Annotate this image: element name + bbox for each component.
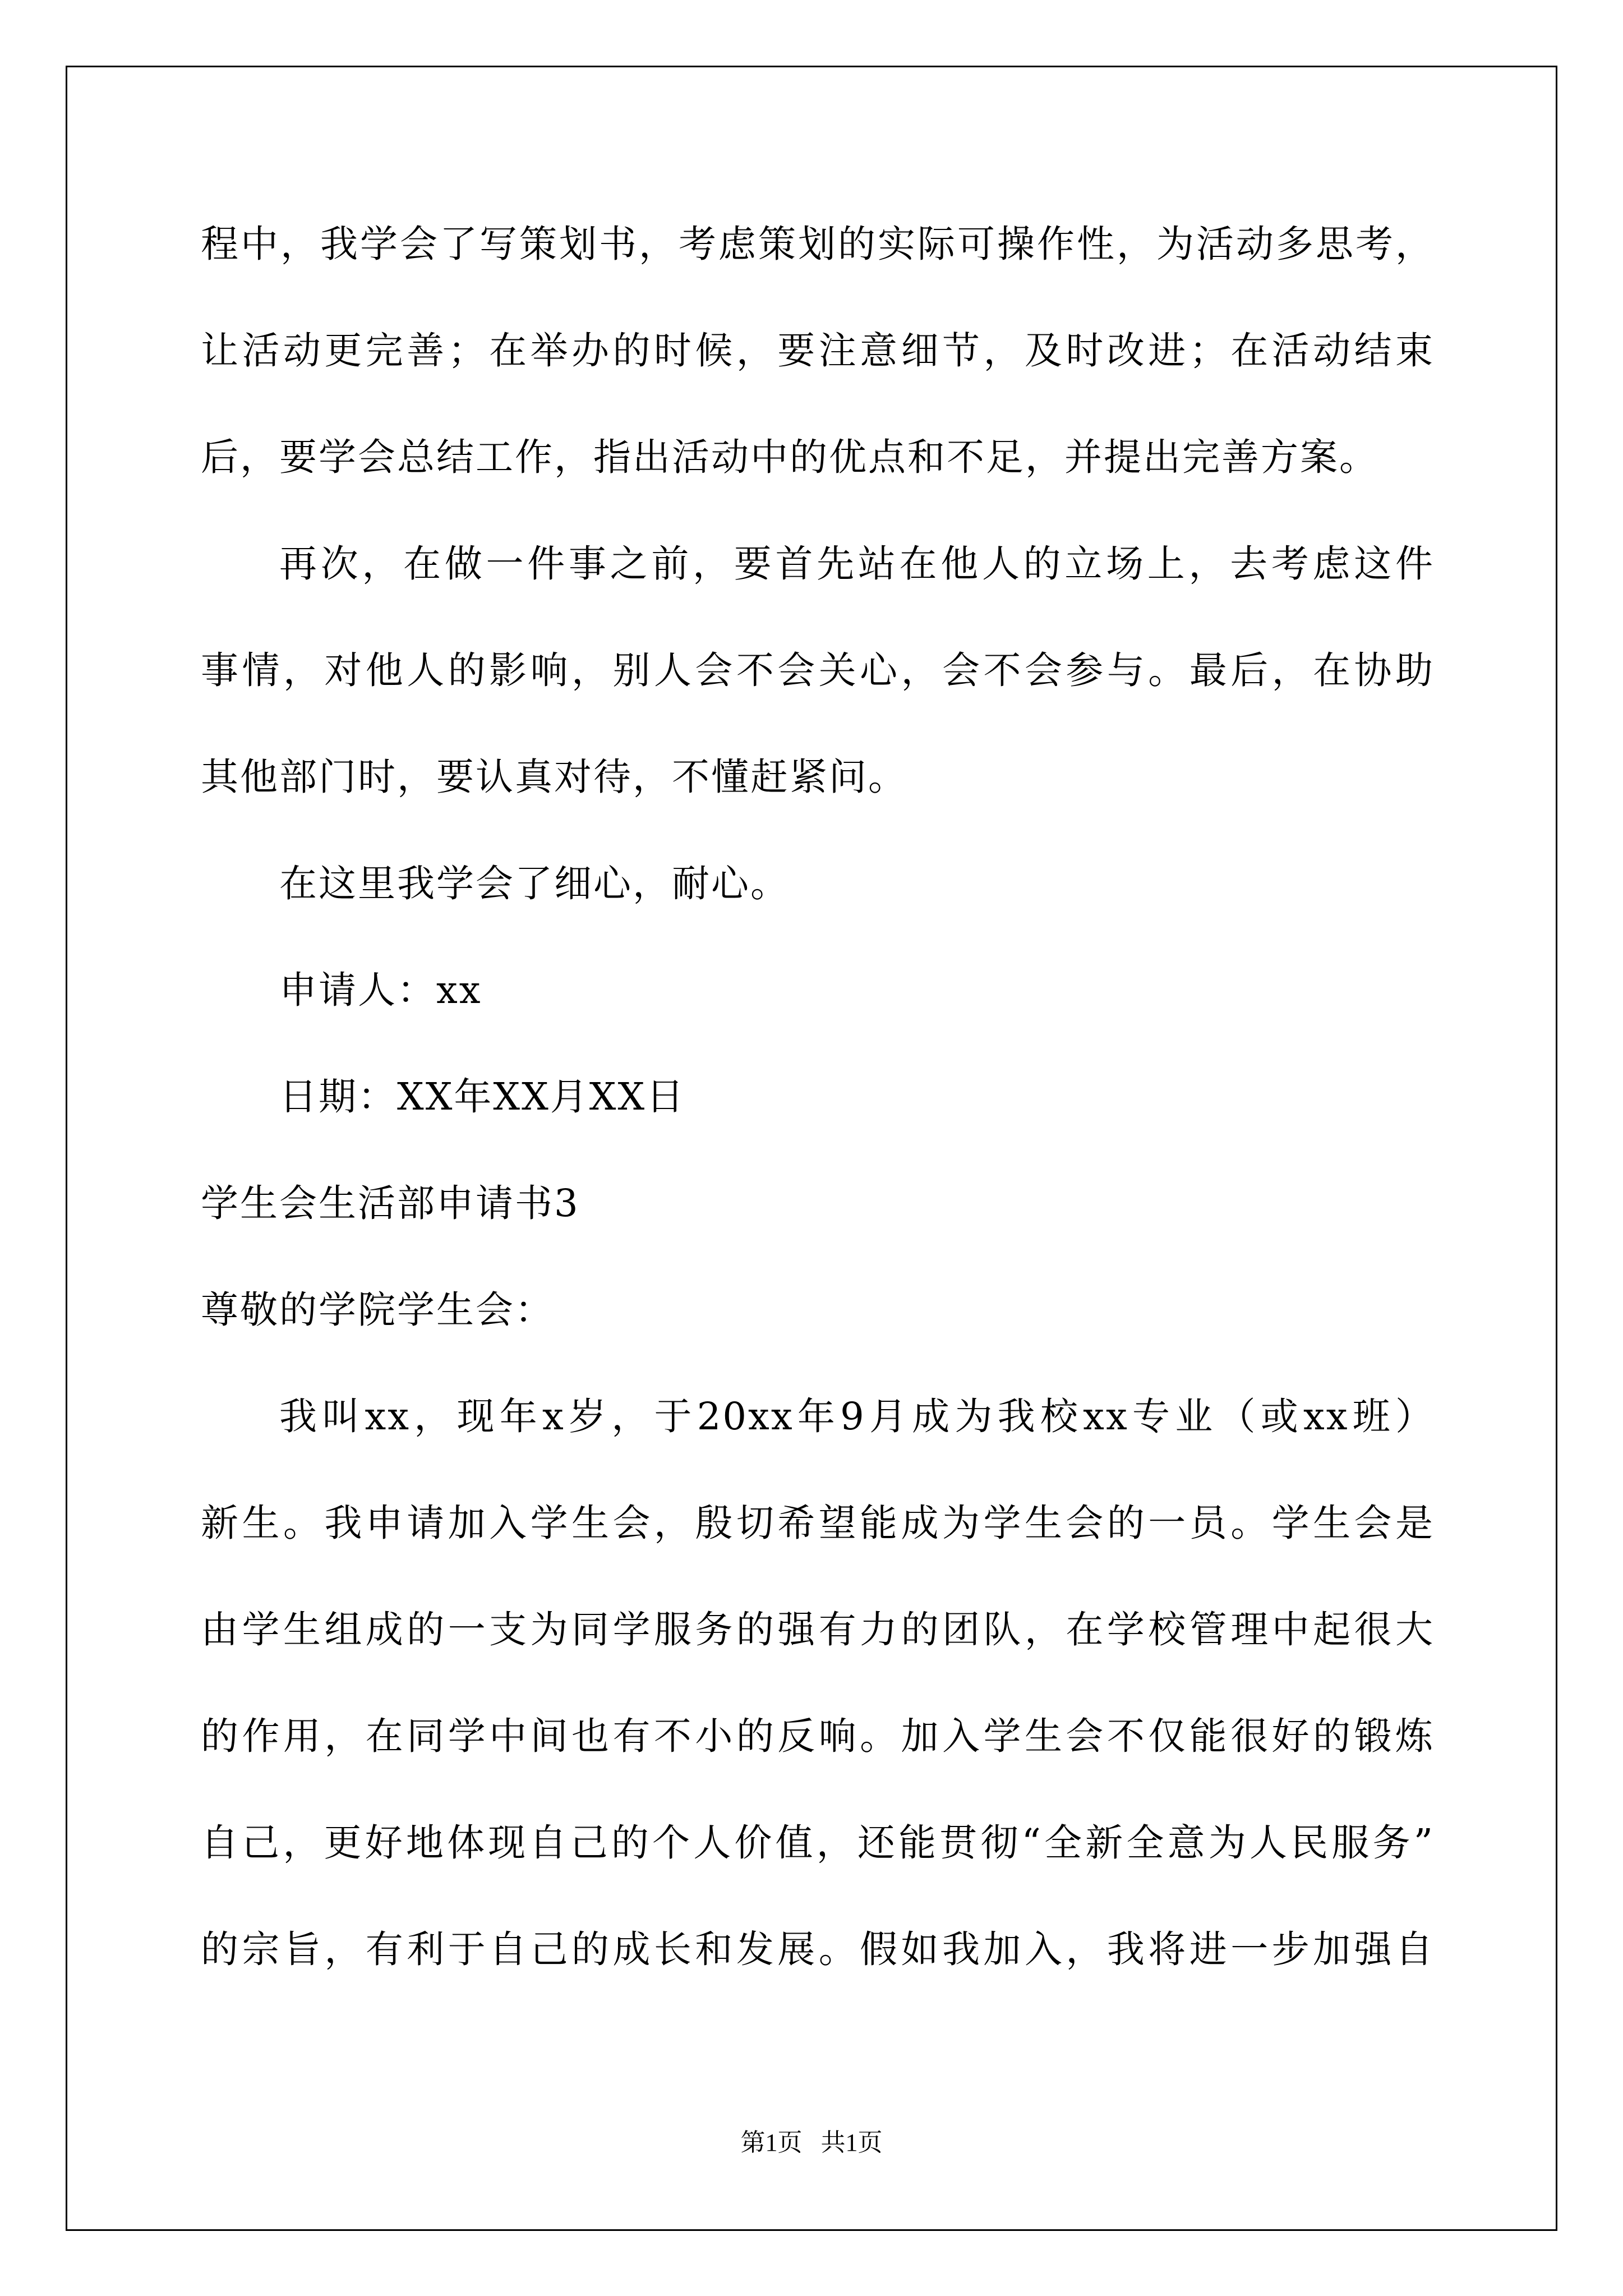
salutation: 尊敬的学院学生会： [201, 1288, 554, 1332]
paragraph-line: 我叫xx，现年x岁，于20xx年9月成为我校xx专业（或xx班） [279, 1395, 1435, 1438]
paragraph-line: 其他部门时，要认真对待，不懂赶紧问。 [201, 755, 907, 799]
date-line: 日期：XX年XX月XX日 [279, 1075, 686, 1119]
paragraph-line: 在这里我学会了细心，耐心。 [279, 862, 790, 905]
paragraph-line: 的宗旨，有利于自己的成长和发展。假如我加入，我将进一步加强自 [201, 1927, 1435, 1971]
applicant-line: 申请人：xx [279, 968, 482, 1012]
paragraph-line: 事情，对他人的影响，别人会不会关心，会不会参与。最后，在协助 [201, 648, 1435, 692]
paragraph-line: 新生。我申请加入学生会，殷切希望能成为学生会的一员。学生会是 [201, 1501, 1435, 1545]
document-body [201, 191, 1435, 2003]
paragraph-line: 由学生组成的一支为同学服务的强有力的团队，在学校管理中起很大 [201, 1608, 1435, 1651]
paragraph-line: 后，要学会总结工作，指出活动中的优点和不足，并提出完善方案。 [201, 435, 1378, 479]
paragraph-line: 程中，我学会了写策划书，考虑策划的实际可操作性，为活动多思考， [201, 222, 1435, 266]
paragraph-line: 自己，更好地体现自己的个人价值，还能贯彻“全新全意为人民服务” [201, 1821, 1435, 1865]
page-total: 共1页 [820, 2129, 883, 2156]
page-footer [0, 2126, 1623, 2160]
paragraph-line: 让活动更完善；在举办的时候，要注意细节，及时改进；在活动结束 [201, 329, 1435, 372]
paragraph-line: 再次，在做一件事之前，要首先站在他人的立场上，去考虑这件 [279, 542, 1435, 586]
page-number: 第1页 [740, 2129, 803, 2156]
section-title: 学生会生活部申请书3 [201, 1181, 580, 1225]
paragraph-line: 的作用，在同学中间也有不小的反响。加入学生会不仅能很好的锻炼 [201, 1714, 1435, 1758]
